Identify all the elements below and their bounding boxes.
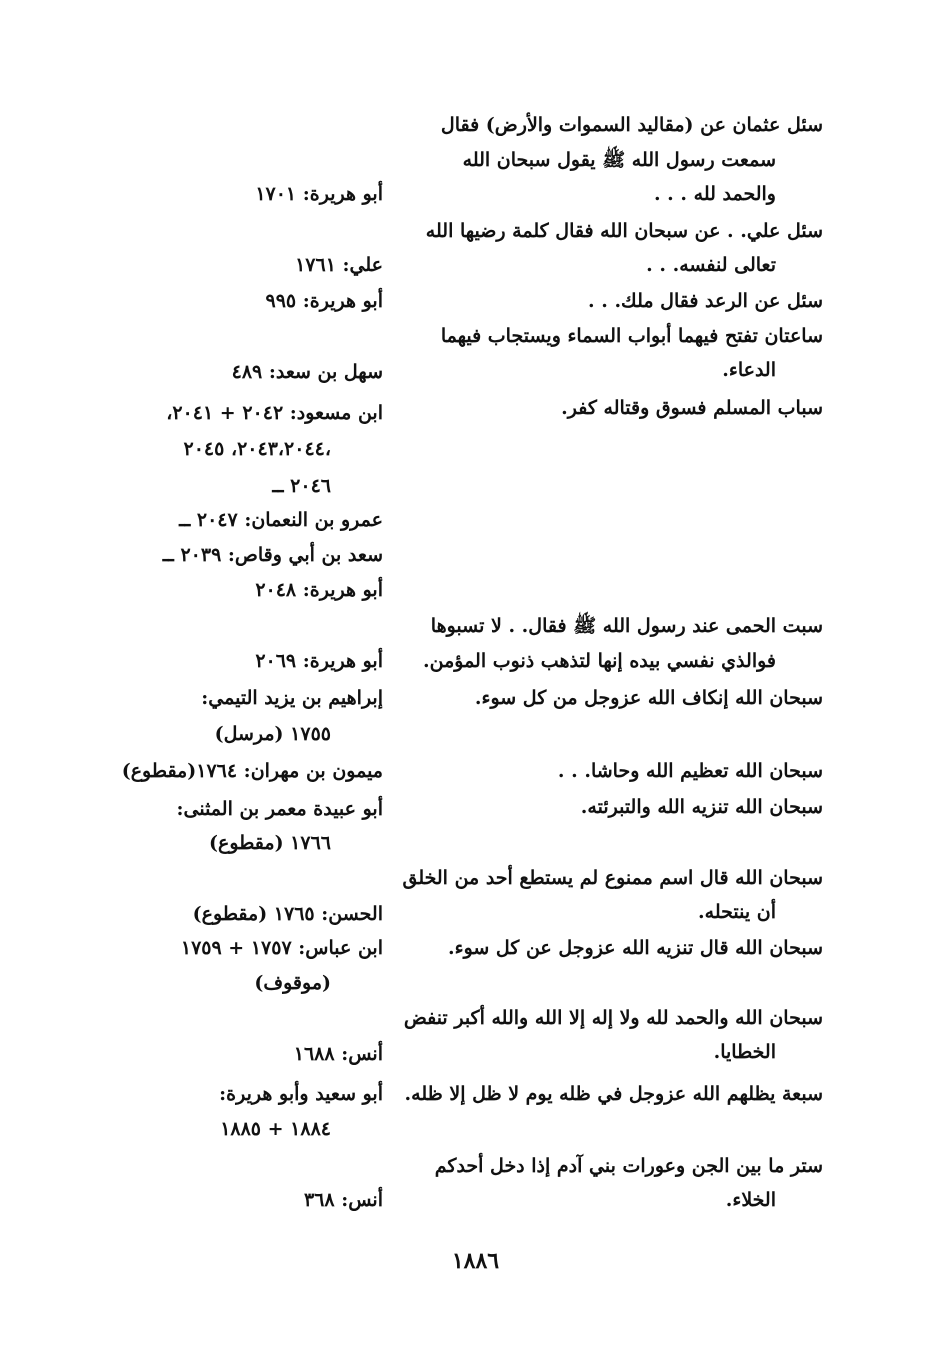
reference-line: ١٧٦٦ (مقطوع) (209, 832, 331, 854)
hadith-line: الخلاء. (725, 1189, 776, 1211)
hadith-line: سبحان الله تعظيم الله وحاشا. . . (557, 760, 823, 782)
reference-line: أبو هريرة: ٢٠٤٨ (255, 579, 383, 601)
reference-line: أنس: ١٦٨٨ (293, 1043, 383, 1065)
hadith-line: الخطايا. (713, 1041, 776, 1063)
reference-line: أنس: ٣٦٨ (303, 1189, 383, 1211)
hadith-line: سئل علي. . عن سبحان الله فقال كلمة رضيها الله (425, 220, 823, 242)
reference-line: علي: ١٧٦١ (295, 254, 383, 276)
reference-line: (موقوف) (254, 972, 331, 994)
reference-line: ابن عباس: ١٧٥٧ + ١٧٥٩ (180, 937, 383, 959)
hadith-line: سبحان الله إنكاف الله عزوجل من كل سوء. (474, 687, 823, 709)
hadith-line: سئل عثمان عن (مقاليد السموات والأرض) فقال (440, 114, 823, 136)
hadith-line: سمعت رسول الله ﷺ يقول سبحان الله (462, 149, 776, 171)
hadith-line: ستر ما بين الجن وعورات بني آدم إذا دخل أحدكم (434, 1155, 823, 1177)
reference-line: أبو هريرة: ٩٩٥ (265, 290, 383, 312)
hadith-line: سبحان الله والحمد لله ولا إله إلا الله والله أكبر تنفض (403, 1007, 823, 1029)
hadith-line: سبحان الله تنزيه الله والتبرئته. (580, 796, 823, 818)
reference-line: ٢٠٤٦ ــ (272, 475, 331, 497)
page-number: ١٨٨٦ (451, 1248, 500, 1274)
hadith-line: سبحان الله قال تنزيه الله عزوجل عن كل سوء. (448, 937, 823, 959)
reference-line: ميمون بن مهران: ١٧٦٤(مقطوع) (121, 760, 383, 782)
reference-line: أبو سعيد وأبو هريرة: (219, 1083, 383, 1105)
hadith-line: سبعة يظلهم الله عزوجل في ظله يوم لا ظل إلا ظله. (404, 1083, 823, 1105)
reference-line: سعد بن أبي وقاص: ٢٠٣٩ ــ (162, 544, 383, 566)
hadith-line: الدعاء. (722, 359, 776, 381)
hadith-line: تعالى لنفسه. . . (646, 254, 776, 276)
reference-line: ابن مسعود: ٢٠٤٢ + ٢٠٤١، (166, 402, 383, 424)
reference-line: سهل بن سعد: ٤٨٩ (231, 361, 383, 383)
hadith-line: ساعتان تفتح فيهما أبواب السماء ويستجاب فيهما (440, 325, 823, 347)
hadith-line: والحمد لله . . . (653, 183, 776, 205)
reference-line: عمرو بن النعمان: ٢٠٤٧ ــ (179, 509, 383, 531)
hadith-line: سبت الحمى عند رسول الله ﷺ فقال. . لا تسبوها (430, 615, 823, 637)
reference-line: ٢٠٤٣،٢٠٤٤، ٢٠٤٥، (183, 438, 331, 460)
reference-line: أبو هريرة: ١٧٠١ (255, 183, 383, 205)
reference-line: ١٧٥٥ (مرسل) (214, 723, 331, 745)
hadith-line: أن ينتحله. (698, 901, 776, 923)
reference-line: ١٨٨٤ + ١٨٨٥ (220, 1118, 331, 1140)
reference-line: الحسن: ١٧٦٥ (مقطوع) (192, 903, 383, 925)
hadith-line: سباب المسلم فسوق وقتاله كفر. (561, 397, 823, 419)
hadith-line: فوالذي نفسي بيده إنها لتذهب ذنوب المؤمن. (423, 650, 776, 672)
hadith-line: سئل عن الرعد فقال ملك. . . (587, 290, 823, 312)
hadith-line: سبحان الله قال اسم ممنوع لم يستطع أحد من الخلق (402, 867, 823, 889)
reference-line: إبراهيم بن يزيد التيمي: (201, 687, 383, 709)
reference-line: أبو عبيدة معمر بن المثنى: (176, 798, 383, 820)
reference-line: أبو هريرة: ٢٠٦٩ (255, 650, 383, 672)
